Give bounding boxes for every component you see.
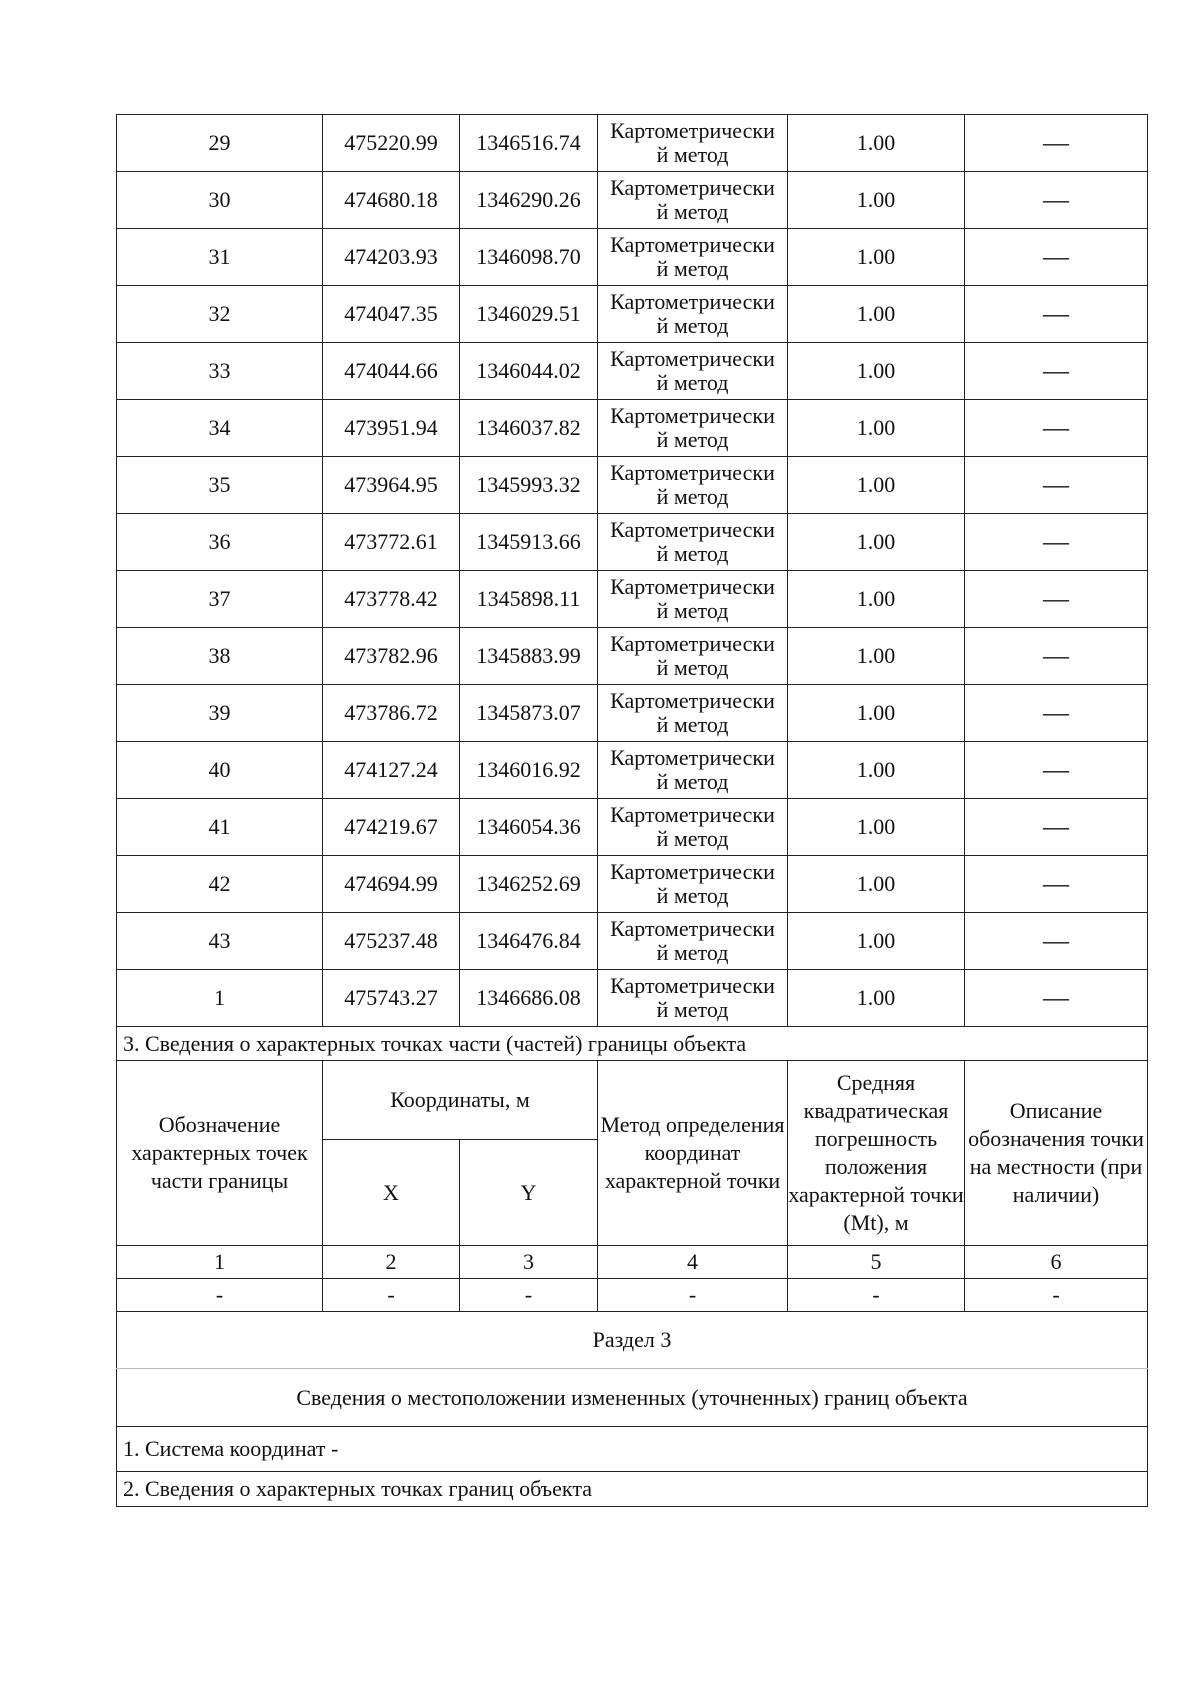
- point-number: 36: [117, 514, 323, 571]
- accuracy-mt: 1.00: [788, 343, 965, 400]
- coord-y: 1345993.32: [460, 457, 598, 514]
- coord-y: 1345898.11: [460, 571, 598, 628]
- parts-note: 3. Сведения о характерных точках части (частей) границы объекта: [117, 1027, 1148, 1061]
- column-number: 5: [788, 1246, 965, 1279]
- description-dash: —: [965, 742, 1148, 799]
- accuracy-mt: 1.00: [788, 970, 965, 1027]
- method-line-2: й метод: [656, 655, 729, 680]
- point-rows: [117, 115, 1148, 1027]
- description-dash: —: [965, 115, 1148, 172]
- description-dash: —: [965, 628, 1148, 685]
- coord-x: 473778.42: [323, 571, 460, 628]
- point-number: 32: [117, 286, 323, 343]
- description-dash: —: [965, 343, 1148, 400]
- method-line-2: й метод: [656, 712, 729, 737]
- point-number: 35: [117, 457, 323, 514]
- point-number: 42: [117, 856, 323, 913]
- coord-x: 474680.18: [323, 172, 460, 229]
- coord-y: 1346252.69: [460, 856, 598, 913]
- method-line-1: Картометрически: [610, 118, 775, 144]
- header-x: X: [323, 1140, 460, 1246]
- header-designation: Обозначение характерных точек части границы: [117, 1061, 323, 1246]
- coord-x: 474203.93: [323, 229, 460, 286]
- parts-note-row: [117, 1027, 1148, 1061]
- accuracy-mt: 1.00: [788, 571, 965, 628]
- point-number: 43: [117, 913, 323, 970]
- description-dash: —: [965, 172, 1148, 229]
- table-row: [117, 913, 1148, 970]
- table-row: [117, 799, 1148, 856]
- empty-cell: -: [460, 1279, 598, 1312]
- method-line-2: й метод: [656, 826, 729, 851]
- coord-y: 1346516.74: [460, 115, 598, 172]
- header-description: Описание обозначения точки на местности (при наличии): [965, 1061, 1148, 1246]
- table-row: [117, 970, 1148, 1027]
- method-line-1: Картометрически: [610, 745, 775, 771]
- method-line-1: Картометрически: [610, 973, 775, 999]
- column-number: 1: [117, 1246, 323, 1279]
- method-line-2: й метод: [656, 370, 729, 395]
- method-line-2: й метод: [656, 883, 729, 908]
- point-number: 34: [117, 400, 323, 457]
- coord-y: 1345873.07: [460, 685, 598, 742]
- method-line-2: й метод: [656, 427, 729, 452]
- accuracy-mt: 1.00: [788, 400, 965, 457]
- table-row: [117, 400, 1148, 457]
- method-line-2: й метод: [656, 199, 729, 224]
- accuracy-mt: 1.00: [788, 856, 965, 913]
- accuracy-mt: 1.00: [788, 742, 965, 799]
- method-cell: [598, 115, 788, 172]
- method-line-1: Картометрически: [610, 460, 775, 486]
- accuracy-mt: 1.00: [788, 913, 965, 970]
- accuracy-mt: 1.00: [788, 628, 965, 685]
- point-number: 38: [117, 628, 323, 685]
- method-cell: [598, 856, 788, 913]
- method-cell: [598, 742, 788, 799]
- method-line-1: Картометрически: [610, 517, 775, 543]
- table-row: [117, 514, 1148, 571]
- method-line-1: Картометрически: [610, 631, 775, 657]
- description-dash: —: [965, 400, 1148, 457]
- header-coordinates: Координаты, м: [323, 1061, 598, 1140]
- coord-x: 474047.35: [323, 286, 460, 343]
- table-row: [117, 229, 1148, 286]
- header-accuracy: Средняя квадратическая погрешность положения характерной точки (Mt), м: [788, 1061, 965, 1246]
- point-number: 31: [117, 229, 323, 286]
- method-cell: [598, 286, 788, 343]
- method-cell: [598, 571, 788, 628]
- method-line-2: й метод: [656, 142, 729, 167]
- point-number: 39: [117, 685, 323, 742]
- razdel-title-row: [117, 1312, 1148, 1369]
- coord-y: 1345883.99: [460, 628, 598, 685]
- method-cell: [598, 685, 788, 742]
- method-line-2: й метод: [656, 541, 729, 566]
- razdel-subtitle: Сведения о местоположении измененных (уточненных) границ объекта: [117, 1369, 1148, 1427]
- accuracy-mt: 1.00: [788, 286, 965, 343]
- method-line-2: й метод: [656, 769, 729, 794]
- accuracy-mt: 1.00: [788, 457, 965, 514]
- coord-x: 473782.96: [323, 628, 460, 685]
- table-row: [117, 628, 1148, 685]
- coord-y: 1346016.92: [460, 742, 598, 799]
- method-cell: [598, 970, 788, 1027]
- method-line-1: Картометрически: [610, 232, 775, 258]
- point-number: 37: [117, 571, 323, 628]
- method-cell: [598, 913, 788, 970]
- empty-data-row: [117, 1279, 1148, 1312]
- method-line-2: й метод: [656, 997, 729, 1022]
- point-number: 33: [117, 343, 323, 400]
- method-cell: [598, 343, 788, 400]
- point-number: 41: [117, 799, 323, 856]
- method-line-2: й метод: [656, 598, 729, 623]
- description-dash: —: [965, 571, 1148, 628]
- coord-x: 475743.27: [323, 970, 460, 1027]
- method-cell: [598, 172, 788, 229]
- accuracy-mt: 1.00: [788, 172, 965, 229]
- accuracy-mt: 1.00: [788, 799, 965, 856]
- coord-y: 1346290.26: [460, 172, 598, 229]
- description-dash: —: [965, 229, 1148, 286]
- coord-y: 1345913.66: [460, 514, 598, 571]
- coord-x: 473964.95: [323, 457, 460, 514]
- method-line-2: й метод: [656, 940, 729, 965]
- description-dash: —: [965, 514, 1148, 571]
- description-dash: —: [965, 970, 1148, 1027]
- table-row: [117, 457, 1148, 514]
- coord-x: 475220.99: [323, 115, 460, 172]
- coord-y: 1346044.02: [460, 343, 598, 400]
- description-dash: —: [965, 856, 1148, 913]
- coord-x: 473786.72: [323, 685, 460, 742]
- method-line-1: Картометрически: [610, 175, 775, 201]
- description-dash: —: [965, 286, 1148, 343]
- coord-x: 474219.67: [323, 799, 460, 856]
- method-cell: [598, 400, 788, 457]
- coord-x: 473772.61: [323, 514, 460, 571]
- empty-cell: -: [598, 1279, 788, 1312]
- description-dash: —: [965, 799, 1148, 856]
- coordinates-table: [116, 114, 1148, 1507]
- column-numbers-row: [117, 1246, 1148, 1279]
- coord-y: 1346098.70: [460, 229, 598, 286]
- method-line-2: й метод: [656, 484, 729, 509]
- method-cell: [598, 229, 788, 286]
- empty-cell: -: [965, 1279, 1148, 1312]
- accuracy-mt: 1.00: [788, 115, 965, 172]
- accuracy-mt: 1.00: [788, 229, 965, 286]
- empty-cell: -: [117, 1279, 323, 1312]
- column-number: 2: [323, 1246, 460, 1279]
- coord-y: 1346054.36: [460, 799, 598, 856]
- table-row: [117, 343, 1148, 400]
- empty-cell: -: [788, 1279, 965, 1312]
- coord-y: 1346037.82: [460, 400, 598, 457]
- coord-system: 1. Система координат -: [117, 1427, 1148, 1472]
- method-line-1: Картометрически: [610, 403, 775, 429]
- table-row: [117, 172, 1148, 229]
- coord-y: 1346029.51: [460, 286, 598, 343]
- method-line-1: Картометрически: [610, 289, 775, 315]
- column-number: 4: [598, 1246, 788, 1279]
- coord-x: 474044.66: [323, 343, 460, 400]
- coord-x: 475237.48: [323, 913, 460, 970]
- method-line-2: й метод: [656, 313, 729, 338]
- points-info-row: [117, 1472, 1148, 1507]
- method-line-1: Картометрически: [610, 346, 775, 372]
- point-number: 40: [117, 742, 323, 799]
- table-row: [117, 685, 1148, 742]
- column-number: 3: [460, 1246, 598, 1279]
- table-row: [117, 742, 1148, 799]
- coord-y: 1346476.84: [460, 913, 598, 970]
- point-number: 29: [117, 115, 323, 172]
- coord-system-row: [117, 1427, 1148, 1472]
- accuracy-mt: 1.00: [788, 685, 965, 742]
- method-cell: [598, 628, 788, 685]
- coord-x: 473951.94: [323, 400, 460, 457]
- method-cell: [598, 799, 788, 856]
- header-y: Y: [460, 1140, 598, 1246]
- empty-cell: -: [323, 1279, 460, 1312]
- method-cell: [598, 457, 788, 514]
- coord-y: 1346686.08: [460, 970, 598, 1027]
- table-row: [117, 286, 1148, 343]
- method-line-1: Картометрически: [610, 859, 775, 885]
- table-row: [117, 571, 1148, 628]
- point-number: 1: [117, 970, 323, 1027]
- method-cell: [598, 514, 788, 571]
- table-row: [117, 115, 1148, 172]
- method-line-1: Картометрически: [610, 688, 775, 714]
- header-method: Метод определения координат характерной точки: [598, 1061, 788, 1246]
- points-info: 2. Сведения о характерных точках границ объекта: [117, 1472, 1148, 1507]
- point-number: 30: [117, 172, 323, 229]
- header-row-top: [117, 1061, 1148, 1140]
- coord-x: 474127.24: [323, 742, 460, 799]
- coord-x: 474694.99: [323, 856, 460, 913]
- method-line-1: Картометрически: [610, 802, 775, 828]
- accuracy-mt: 1.00: [788, 514, 965, 571]
- razdel-subtitle-row: [117, 1369, 1148, 1427]
- description-dash: —: [965, 913, 1148, 970]
- description-dash: —: [965, 457, 1148, 514]
- method-line-1: Картометрически: [610, 574, 775, 600]
- method-line-1: Картометрически: [610, 916, 775, 942]
- table-row: [117, 856, 1148, 913]
- column-number: 6: [965, 1246, 1148, 1279]
- razdel-title: Раздел 3: [117, 1312, 1148, 1369]
- description-dash: —: [965, 685, 1148, 742]
- method-line-2: й метод: [656, 256, 729, 281]
